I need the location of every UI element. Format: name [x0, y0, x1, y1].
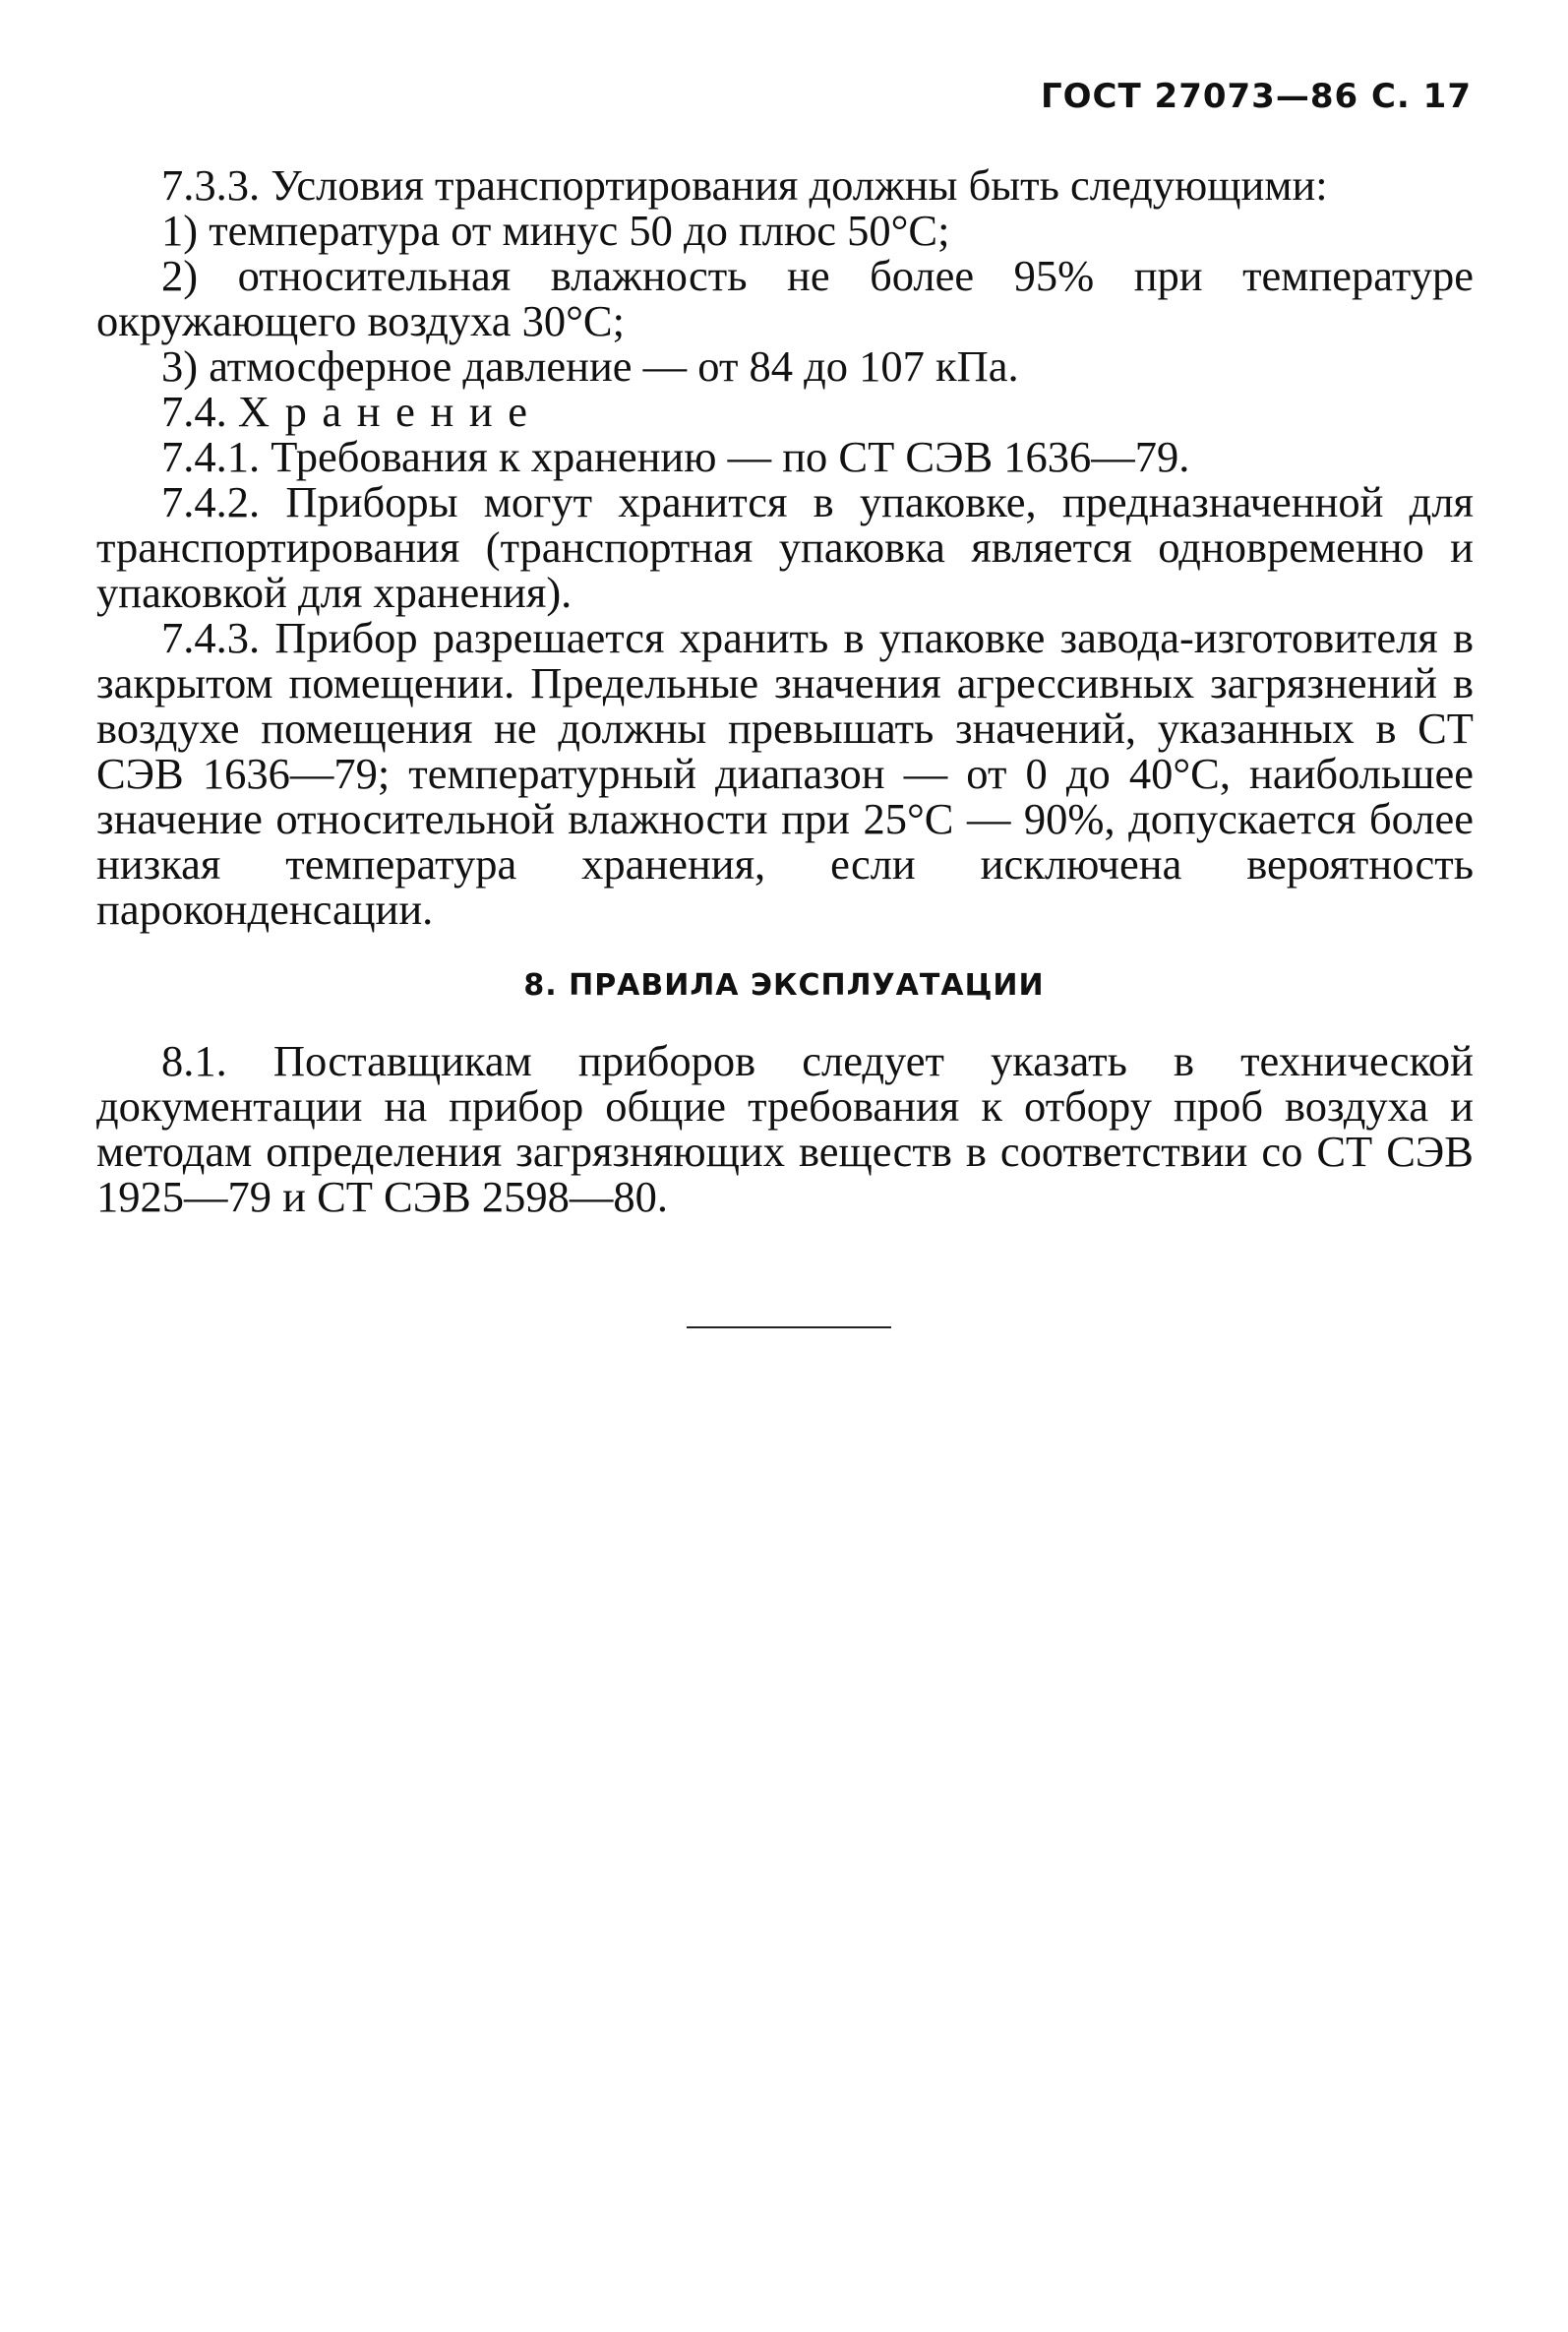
end-divider	[687, 1326, 891, 1328]
heading-7-4-title: Хранение	[237, 387, 543, 436]
section-8-text	[96, 1038, 1474, 1219]
section-8-title: 8. ПРАВИЛА ЭКСПЛУАТАЦИИ	[523, 968, 1045, 1003]
list-item-1: 1) температура от минус 50 до плюс 50°С;	[161, 206, 950, 255]
list-item-3: 3) атмосферное давление — от 84 до 107 кПа.	[161, 341, 1019, 391]
paragraph-7-4-3: 7.4.3. Прибор разрешается хранить в упаковке завода-изготовителя в закрытом помещении. Предельные значения агрессивных загрязнений в воздухе помещения не должны превышать значений, указанных в СТ СЭВ 1636—79; температурный диапазон — от 0 до 40°С, наибольшее значение относительной влажности при 25°С — 90%, допускается более низкая температура хранения, если исключена вероятность пароконденсации.	[96, 613, 1474, 934]
paragraph-7-3-3: 7.3.3. Условия транспортирования должны быть следующими:	[161, 160, 1328, 210]
list-item-2: 2) относительная влажность не более 95% при температуре окружающего воздуха 30°С;	[96, 251, 1474, 345]
running-header: ГОСТ 27073—86 С. 17	[1040, 77, 1472, 116]
section-7-text	[96, 162, 1474, 932]
paragraph-7-4-2: 7.4.2. Приборы могут хранится в упаковке, предназначенной для транспортирования (транспортная упаковка является одновременно и упаковкой для хранения).	[96, 477, 1474, 617]
paragraph-8-1: 8.1. Поставщикам приборов следует указать в технической документации на прибор общие требования к отбору проб воздуха и методам определения загрязняющих веществ в соответствии со СТ СЭВ 1925—79 и СТ СЭВ 2598—80.	[96, 1036, 1474, 1221]
paragraph-7-4-heading	[96, 389, 1474, 434]
paragraph-7-4-1: 7.4.1. Требования к хранению — по СТ СЭВ 1636—79.	[161, 432, 1190, 481]
heading-7-4-number: 7.4.	[161, 387, 227, 436]
